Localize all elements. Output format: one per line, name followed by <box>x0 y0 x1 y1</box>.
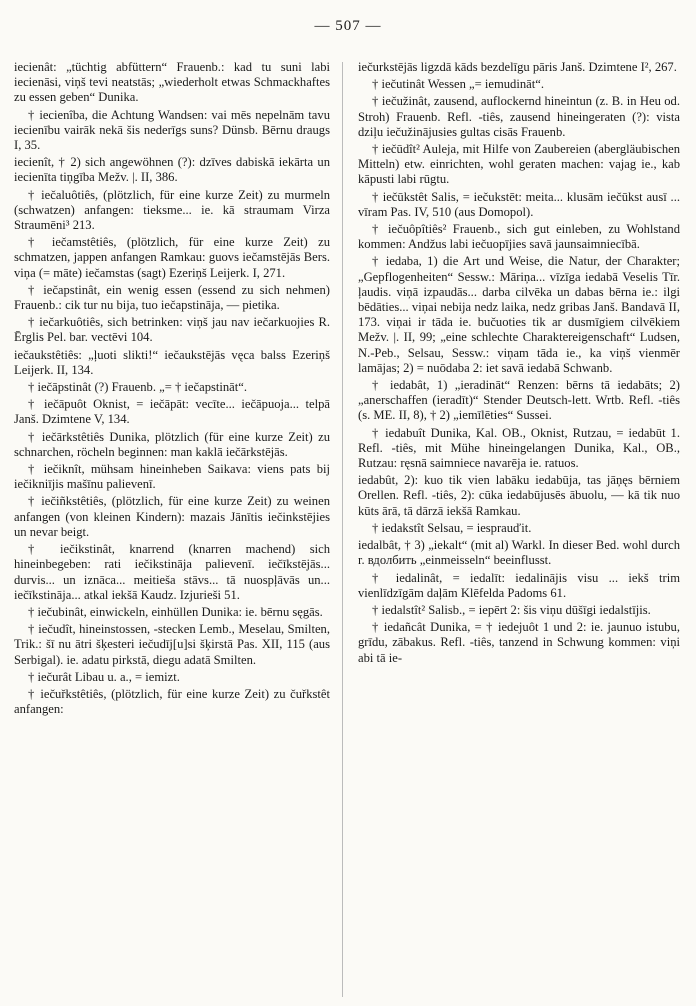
dictionary-entry: † iečuřkstêtiês, (plötzlich, für eine kurze Zeit) zu čuřkstêt anfangen: <box>14 686 330 717</box>
dictionary-entry: † iečikstinât, knarrend (knarren machend) sich hineinbegeben: rati iečikstināja palievenī. iečīkstējās... durvis... un iznāca... meitieša stāvs... tā nuospļāvās un... iečīkstināja... atkal iekšā Kaudz. Izjurieši 51. <box>14 542 330 602</box>
dictionary-entry: † iečūdît² Auleja, mit Hilfe von Zaubereien (abergläubischen Mitteln) etw. einrichten, wohl geraten machen: vajag ie., kab kāpusti labi rūgtu. <box>358 142 680 187</box>
page-number: — 507 — <box>314 18 382 34</box>
dictionary-entry: iecienât: „tüchtig abfüttern“ Frauenb.: kad tu suni labi iecienāsi, viņš tevi neatstās; „wiederholt etwas Schmackhaftes zu essen geben“ Dunika. <box>14 60 330 105</box>
dictionary-entry: † iečudît, hineinstossen, -stecken Lemb., Meselau, Smilten, Trik.: šī nu ātri šķesteri iečudīj[u]si šķirstā Pas. XII, 115 (aus Serbigal). ie. adatu pirkstā, diegu adatā Smilten. <box>14 622 330 667</box>
dictionary-entry: † iečamstêtiês, (plötzlich, für eine kurze Zeit) zu schmatzen, jappen anfangen Ramkau: guovs iečamstējās Bers. viņa (= māte) iečamstas (sagt) Ezeriņš Leijerk. I, 271. <box>14 235 330 280</box>
right-column <box>358 60 680 668</box>
dictionary-entry: iečurkstējās ligzdā kāds bezdelīgu pāris Janš. Dzimtene I², 267. <box>358 60 677 74</box>
dictionary-entry: † iečaluôtiês, (plötzlich, für eine kurze Zeit) zu murmeln (schwatzen) anfangen: tieksme... ie. kā straumam Virza Straumēni³ 213. <box>14 187 330 233</box>
dictionary-entry: † iečāpuôt Oknist, = iečāpāt: vecīte... iečāpuoja... telpā Janš. Dzimtene V, 134. <box>14 397 330 427</box>
dictionary-entry: † iedabât, 1) „ieradināt“ Renzen: bērns tā iedabāts; 2) „anerschaffen (ieradīt)“ Stender Deutsch-lett. Wrtb. Refl. -tiês (s. ME. II, 8), † 2) „iemīlēties“ Sussei. <box>358 378 680 423</box>
left-column <box>14 60 330 719</box>
dictionary-entry: † iečapstinât, ein wenig essen (essend zu sich nehmen) Frauenb.: cik tur nu bija, tuo iečapstināja, — pietika. <box>14 282 330 313</box>
dictionary-entry: † iedalstît² Salisb., = iepērt 2: šis viņu dūšīgi iedalstījis. <box>372 602 651 617</box>
dictionary-entry: † iečiknît, mühsam hineinheben Saikava: viens pats bij iečikniījis mašīnu palievenī. <box>14 462 330 492</box>
column-divider <box>342 62 343 997</box>
dictionary-entry: iecienît, † 2) sich angewöhnen (?): dzīves dabiskā iekārta un iecienīta tiņgība Mežv. |. II, 386. <box>14 155 330 185</box>
dictionary-entry: iedalbât, † 3) „iekalt“ (mit al) Warkl. In dieser Bed. wohl durch r. вдолбить „einmeisseln“ beeinflusst. <box>358 538 680 568</box>
dictionary-entry: † iečarkuôtiês, sich betrinken: viņš jau nav iečarkuojies R. Ērglis Pel. bar. vectēvi 104. <box>14 315 330 345</box>
dictionary-entry: † iedañcât Dunika, = † iedejuôt 1 und 2: ie. jaunuo istubu, grīdu, zābakus. Refl. -tiês, tanzend in Schwung kommen: viņi abi tā ie- <box>358 620 680 665</box>
dictionary-entry: iedabût, 2): kuo tik vien labāku iedabūja, tas jāņęs bērniem Orellen. Refl. -tiês, 2): cūka iedabūjusēs ābuolu, — kā tik nuo kūts ārā, tā dārzā iekšā Ramkau. <box>358 473 680 518</box>
dictionary-entry: † iečutinât Wessen „= iemudināt“. <box>372 77 544 92</box>
dictionary-entry: iečaukstêtiês: „ļuoti slikti!“ iečaukstējās vęca balss Ezeriņš Leijerk. II, 134. <box>14 347 330 377</box>
dictionary-entry: † iecienîba, die Achtung Wandsen: vai mēs nepelnām tavu iecienību vairāk nekā šis nederīgs suns? Dünsb. Bērnu draugs I, 35. <box>14 107 330 153</box>
dictionary-entry: † iečubinât, einwickeln, einhüllen Dunika: ie. bērnu sęgās. <box>28 604 323 619</box>
dictionary-entry: † iečužinât, zausend, auflockernd hineintun (z. B. in Heu od. Stroh) Frauenb. Refl. -tiês, zausend hineingeraten (?): vista dziļu iečužinājusies gultas cisās Frauenb. <box>358 94 680 139</box>
dictionary-entry: † iečārkstêtiês Dunika, plötzlich (für eine kurze Zeit) zu schnarchen, röcheln beginnen: man kaklā iečārkstējās. <box>14 429 330 459</box>
dictionary-entry: † iečurât Libau u. a., = iemizt. <box>28 669 180 684</box>
dictionary-entry: † iečiñkstêtiês, (plötzlich, für eine kurze Zeit) zu weinen anfangen (von kleinen Kindern): mazais Jānītis iečinkstējies un nevar beigt. <box>14 494 330 539</box>
dictionary-entry: † iedalinât, = iedalīt: iedalinājis visu ... iekš trim vienlīdzīgām daļām Klēfelda Padoms 61. <box>358 570 680 600</box>
dictionary-entry: † iedaba, 1) die Art und Weise, die Natur, der Charakter; „Gepflogenheiten“ Sessw.: Māriņa... vīzīga iedabā Veselis Tīr. ļaudis. viņā izpaudās... darba cilvēka un dabas bērna ie.: ilgi bēdāties... viņai nebija nedz laika, nedz gribas Janš. Bandavā II, 173. viņai ir tāda ie. bučuoties tik ar dusmīgiem cilvēkiem Mežv. |. II, 99; „eine schlechte Charaktereigenschaft“ Ludsen, N.-Peb., Selsau, Sessw.: viņam tāda ie., ka viņš vienmēr lamājas; 2) = nuōdaba 2: iet savā iedabā Schwanb. <box>358 254 680 375</box>
dictionary-entry: † iečūkstêt Salis, = iečukstēt: meita... klusām iečūkst ausī ... vīram Pas. IV, 510 (aus Domopol). <box>358 189 680 219</box>
dictionary-entry: † iečāpstinât (?) Frauenb. „= † iečapstināt“. <box>28 380 248 395</box>
dictionary-entry: † iečuôpîtiês² Frauenb., sich gut einleben, zu Wohlstand kommen: Andžus labi iečuopījies savā jaunsaimniecībā. <box>358 222 680 252</box>
dictionary-entry: † iedabuît Dunika, Kal. OB., Oknist, Rutzau, = iedabūt 1. Refl. -tiês, mit Mühe hineingelangen Dunika, Kal., OB., Rutzau: ręsnā saimniece navarēja ie. ratuos. <box>358 425 680 471</box>
dictionary-entry: † iedakstît Selsau, = iesprauďit. <box>372 520 532 535</box>
